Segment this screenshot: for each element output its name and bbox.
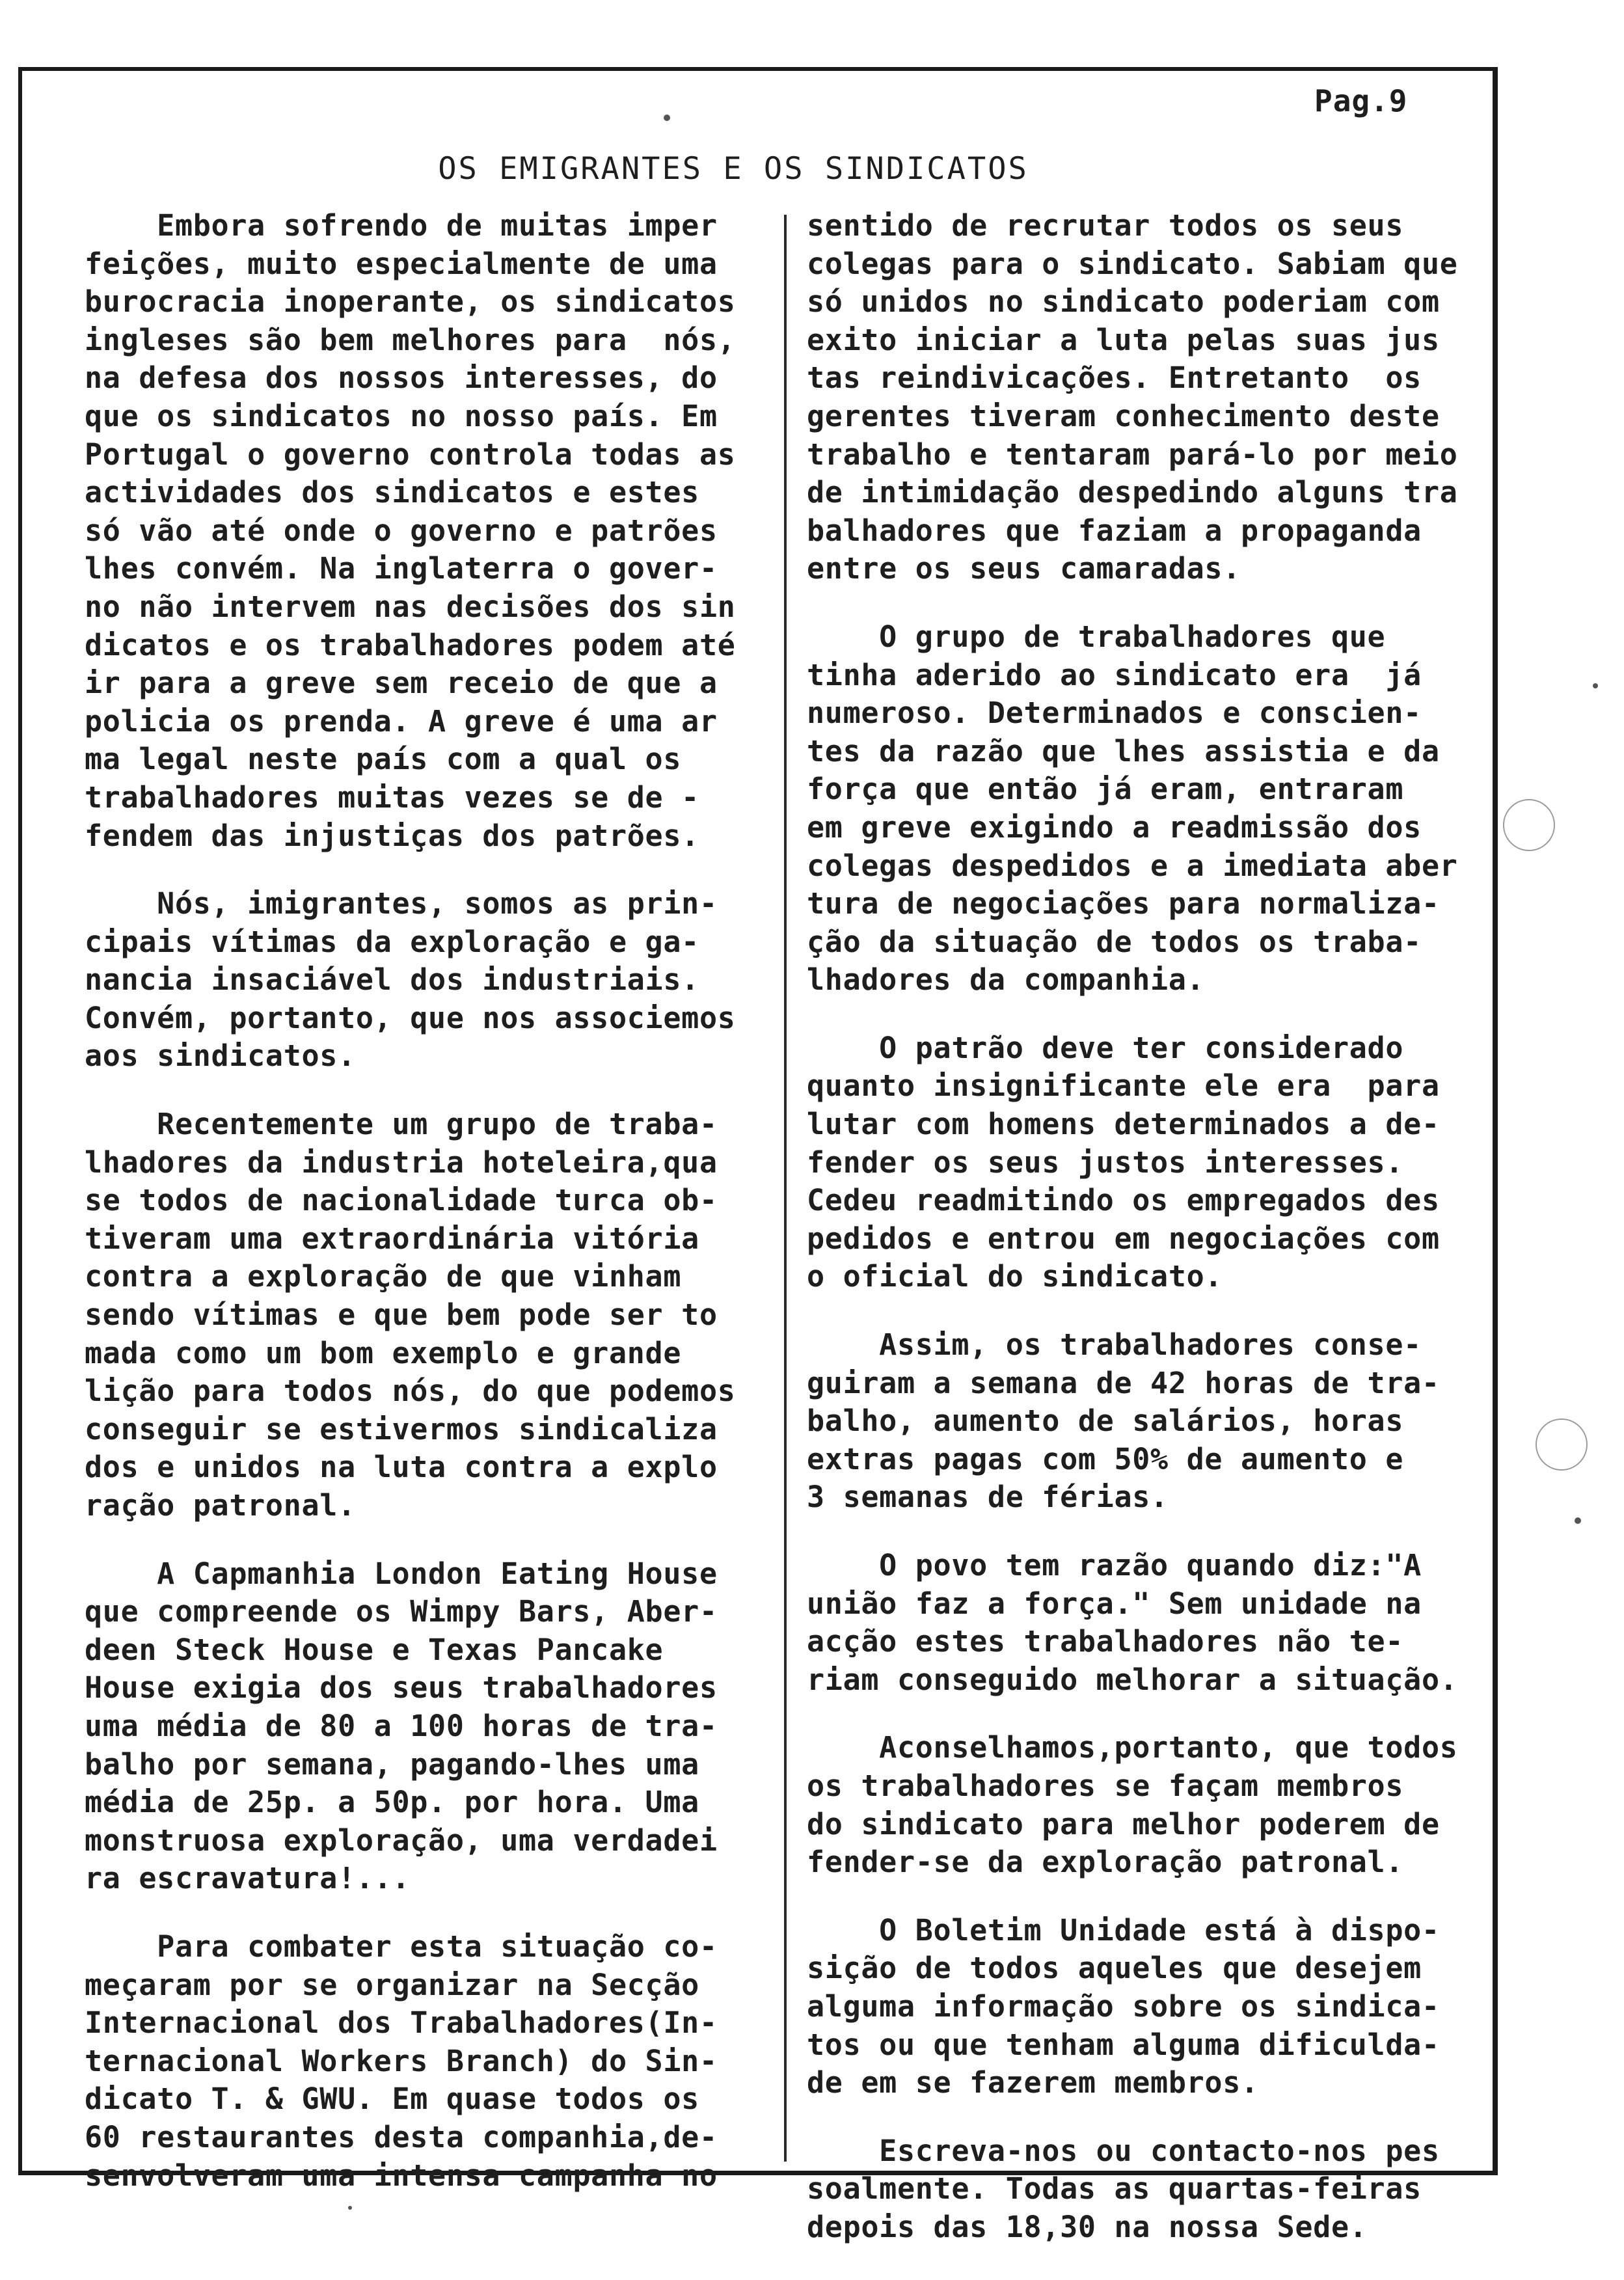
- paragraph: [807, 1547, 1458, 1699]
- text-line: meçaram por se organizar na Secção: [85, 1967, 699, 2002]
- text-line: no não intervem nas decisões dos sin: [85, 589, 736, 624]
- text-line: cipais vítimas da exploração e ga-: [85, 924, 699, 959]
- text-line: O grupo de trabalhadores que: [807, 619, 1386, 654]
- text-line: sendo vítimas e que bem pode ser to: [85, 1297, 718, 1333]
- text-line: 60 restaurantes desta companhia,de-: [85, 2119, 718, 2154]
- scan-speck: [1575, 1517, 1581, 1524]
- paragraph: [807, 1912, 1458, 2102]
- text-line: sição de todos aqueles que desejem: [807, 1951, 1422, 1986]
- text-line: Assim, os trabalhadores conse-: [807, 1327, 1422, 1363]
- text-line: gerentes tiveram conhecimento deste: [807, 398, 1440, 433]
- text-line: ração patronal.: [85, 1488, 356, 1523]
- page-number: Pag.9: [1314, 83, 1408, 118]
- text-line: senvolveram uma intensa campanha no: [85, 2158, 718, 2193]
- text-line: fender-se da exploração patronal.: [807, 1845, 1404, 1880]
- text-line: alguma informação sobre os sindica-: [807, 1988, 1440, 2024]
- paragraph-gap: [807, 2102, 1458, 2132]
- text-line: guiram a semana de 42 horas de tra-: [807, 1365, 1440, 1400]
- text-line: de em se fazerem membros.: [807, 2065, 1259, 2100]
- text-line: conseguir se estivermos sindicaliza: [85, 1411, 718, 1446]
- text-line: quanto insignificante ele era para: [807, 1068, 1440, 1104]
- text-line: contra a exploração de que vinham: [85, 1259, 682, 1294]
- paragraph-gap: [807, 1882, 1458, 1912]
- text-line: balho, aumento de salários, horas: [807, 1404, 1404, 1439]
- text-line: que os sindicatos no nosso país. Em: [85, 398, 718, 433]
- paragraph: [85, 1928, 736, 2195]
- text-line: 3 semanas de férias.: [807, 1480, 1169, 1515]
- scan-speck: [1593, 683, 1598, 688]
- text-line: actividades dos sindicatos e estes: [85, 475, 699, 510]
- column-divider: [784, 215, 787, 2162]
- paragraph-gap: [807, 1699, 1458, 1729]
- paragraph: [807, 207, 1458, 588]
- text-line: ir para a greve sem receio de que a: [85, 666, 718, 701]
- text-line: burocracia inoperante, os sindicatos: [85, 284, 736, 319]
- text-line: O povo tem razão quando diz:"A: [807, 1548, 1422, 1582]
- text-line: fendem das injustiças dos patrões.: [85, 818, 699, 853]
- paragraph-gap: [807, 1296, 1458, 1326]
- right-column: [807, 207, 1458, 2247]
- text-line: extras pagas com 50% de aumento e: [807, 1441, 1404, 1476]
- text-line: ma legal neste país com a qual os: [85, 742, 682, 777]
- paragraph: [85, 885, 736, 1076]
- article-title: OS EMIGRANTES E OS SINDICATOS: [438, 151, 1029, 187]
- text-line: acção estes trabalhadores não te-: [807, 1624, 1404, 1659]
- text-line: Embora sofrendo de muitas imper: [85, 208, 718, 243]
- text-line: Nós, imigrantes, somos as prin-: [85, 886, 718, 921]
- text-line: balho por semana, pagando-lhes uma: [85, 1746, 699, 1782]
- paragraph-gap: [85, 855, 736, 885]
- text-line: uma média de 80 a 100 horas de tra-: [85, 1708, 718, 1743]
- text-line: tura de negociações para normaliza-: [807, 886, 1440, 921]
- binder-hole-top: [1503, 799, 1555, 851]
- text-line: lutar com homens determinados a de-: [807, 1107, 1440, 1142]
- text-line: mada como um bom exemplo e grande: [85, 1335, 682, 1370]
- text-line: trabalhadores muitas vezes se de -: [85, 780, 699, 815]
- text-line: feições, muito especialmente de uma: [85, 246, 718, 281]
- text-line: Convém, portanto, que nos associemos: [85, 1000, 736, 1035]
- text-line: deen Steck House e Texas Pancake: [85, 1632, 664, 1667]
- text-line: lhes convém. Na inglaterra o gover-: [85, 551, 718, 586]
- left-column: [85, 207, 736, 2195]
- text-line: de intimidação despedindo alguns tra: [807, 475, 1458, 510]
- paragraph-gap: [85, 1525, 736, 1555]
- text-line: O patrão deve ter considerado: [807, 1030, 1404, 1065]
- text-line: policia os prenda. A greve é uma ar: [85, 703, 718, 739]
- text-line: tes da razão que lhes assistia e da: [807, 733, 1440, 768]
- text-line: fender os seus justos interesses.: [807, 1145, 1404, 1180]
- text-line: O Boletim Unidade está à dispo-: [807, 1912, 1440, 1948]
- text-line: Recentemente um grupo de traba-: [85, 1107, 718, 1142]
- binder-hole-bottom: [1536, 1418, 1588, 1471]
- text-line: aos sindicatos.: [85, 1038, 356, 1074]
- paragraph: [85, 1555, 736, 1898]
- text-line: riam conseguido melhorar a situação.: [807, 1662, 1458, 1697]
- text-line: que compreende os Wimpy Bars, Aber-: [85, 1594, 718, 1629]
- text-line: Escreva-nos ou contacto-nos pes: [807, 2133, 1440, 2168]
- text-line: lição para todos nós, do que podemos: [85, 1374, 736, 1409]
- paragraph-gap: [807, 588, 1458, 618]
- text-line: exito iniciar a luta pelas suas jus: [807, 322, 1440, 357]
- text-line: entre os seus camaradas.: [807, 551, 1241, 586]
- paragraph: [85, 1106, 736, 1525]
- text-line: dicatos e os trabalhadores podem até: [85, 627, 736, 662]
- text-line: balhadores que faziam a propaganda: [807, 513, 1422, 548]
- text-line: Para combater esta situação co-: [85, 1929, 718, 1964]
- text-line: Internacional dos Trabalhadores(In-: [85, 2005, 718, 2041]
- text-line: Cedeu readmitindo os empregados des: [807, 1183, 1440, 1218]
- text-line: só unidos no sindicato poderiam com: [807, 284, 1440, 319]
- text-line: soalmente. Todas as quartas-feiras: [807, 2171, 1422, 2206]
- paragraph: [807, 1029, 1458, 1296]
- paragraph: [807, 2132, 1458, 2247]
- text-line: em greve exigindo a readmissão dos: [807, 809, 1422, 845]
- text-line: dicato T. & GWU. Em quase todos os: [85, 2082, 699, 2117]
- text-line: ternacional Workers Branch) do Sin-: [85, 2043, 718, 2078]
- text-line: tiveram uma extraordinária vitória: [85, 1221, 699, 1256]
- paragraph: [807, 1326, 1458, 1517]
- text-line: sentido de recrutar todos os seus: [807, 208, 1404, 243]
- text-line: tos ou que tenham alguma dificulda-: [807, 2027, 1440, 2062]
- text-line: dos e unidos na luta contra a explo: [85, 1450, 718, 1485]
- text-line: tas reindivicações. Entretanto os: [807, 360, 1422, 396]
- paragraph-gap: [85, 1076, 736, 1106]
- text-line: Aconselhamos,portanto, que todos: [807, 1730, 1458, 1765]
- text-line: pedidos e entrou em negociações com: [807, 1221, 1440, 1256]
- text-line: trabalho e tentaram pará-lo por meio: [807, 437, 1458, 472]
- text-line: A Capmanhia London Eating House: [85, 1556, 718, 1591]
- text-line: colegas despedidos e a imediata aber: [807, 848, 1458, 883]
- text-line: colegas para o sindicato. Sabiam que: [807, 246, 1458, 281]
- text-line: monstruosa exploração, uma verdadei: [85, 1823, 718, 1858]
- text-line: lhadores da industria hoteleira,qua: [85, 1145, 718, 1180]
- paragraph: [807, 618, 1458, 999]
- text-line: ra escravatura!...: [85, 1861, 411, 1896]
- text-line: média de 25p. a 50p. por hora. Uma: [85, 1785, 699, 1820]
- text-line: nancia insaciável dos industriais.: [85, 962, 699, 998]
- paragraph-gap: [85, 1898, 736, 1928]
- text-line: união faz a força." Sem unidade na: [807, 1586, 1422, 1621]
- text-line: numeroso. Determinados e conscien-: [807, 696, 1422, 731]
- paragraph: [807, 1729, 1458, 1881]
- text-line: se todos de nacionalidade turca ob-: [85, 1183, 718, 1218]
- text-line: força que então já eram, entraram: [807, 772, 1404, 807]
- text-line: os trabalhadores se façam membros: [807, 1768, 1404, 1803]
- text-line: tinha aderido ao sindicato era já: [807, 657, 1422, 692]
- text-line: só vão até onde o governo e patrões: [85, 513, 718, 548]
- paragraph: [85, 207, 736, 855]
- scan-speck: [348, 2206, 352, 2210]
- text-line: House exigia dos seus trabalhadores: [85, 1670, 718, 1705]
- text-line: ção da situação de todos os traba-: [807, 924, 1422, 959]
- text-line: do sindicato para melhor poderem de: [807, 1806, 1440, 1841]
- scan-speck: [664, 115, 670, 121]
- text-line: lhadores da companhia.: [807, 962, 1205, 998]
- text-line: ingleses são bem melhores para nós,: [85, 322, 736, 357]
- paragraph-gap: [807, 1517, 1458, 1547]
- text-line: o oficial do sindicato.: [807, 1259, 1223, 1294]
- text-line: Portugal o governo controla todas as: [85, 437, 736, 472]
- text-line: depois das 18,30 na nossa Sede.: [807, 2209, 1368, 2244]
- text-line: na defesa dos nossos interesses, do: [85, 360, 718, 396]
- paragraph-gap: [807, 999, 1458, 1029]
